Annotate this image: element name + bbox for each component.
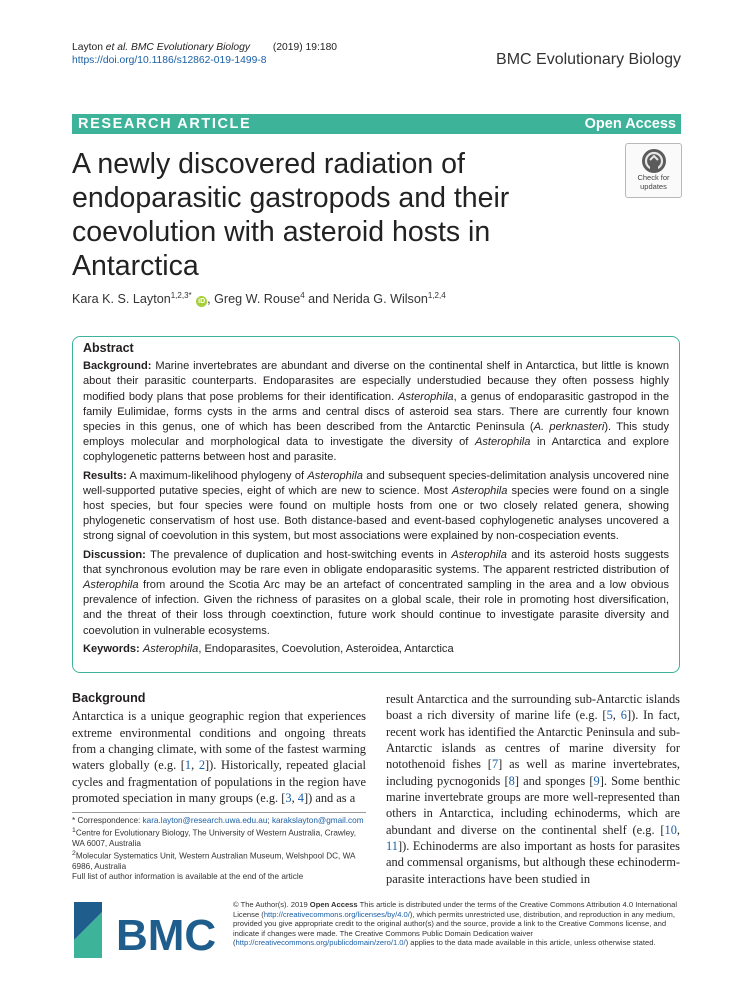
reference-link[interactable]: 11 [386, 839, 398, 854]
abstract-results [83, 469, 669, 545]
reference-link[interactable]: 4 [297, 791, 304, 806]
citation-journal: BMC Evolutionary Biology [128, 42, 251, 53]
reference-link[interactable]: 1 [184, 758, 192, 773]
author-2-affiliations: 4 [300, 291, 305, 300]
reference-link[interactable]: 7 [491, 757, 499, 772]
author-3-affiliations: 1,2,4 [427, 291, 446, 300]
license-url[interactable]: http://creativecommons.org/licenses/by/4.0/ [263, 909, 410, 919]
abstract-box [72, 336, 680, 673]
ref-separator: , [191, 758, 199, 773]
open-access-label: Open Access [584, 116, 676, 132]
affiliation-text: Molecular Systematics Unit, Western Australian Museum, Welshpool DC, WA 6986, Australia [72, 852, 356, 872]
full-author-info: Full list of author information is available at the end of the article [72, 872, 304, 882]
discussion-text: and its asteroid hosts suggests that synchronous evolution may be rare even in obligate endoparasitic systems. The apparent restricted distribution of [83, 548, 670, 576]
abstract-heading: Abstract [83, 341, 134, 355]
bmc-logo-icon [72, 900, 222, 960]
email-link[interactable]: karakslayton@gmail.com [271, 816, 364, 825]
background-text: ). This study employs molecular and morphological data to investigate the diversity of [83, 421, 669, 449]
article-type-band [72, 114, 681, 134]
waiver-url[interactable]: http://creativecommons.org/publicdomain/zero/1.0/ [235, 938, 406, 948]
keywords-label: Keywords: [83, 642, 140, 655]
reference-link[interactable]: 10 [664, 822, 677, 837]
bmc-logo-text: BMC [116, 911, 217, 960]
correspondence [72, 816, 366, 826]
body-column-right [386, 691, 680, 887]
background-text: in Antarctica and explore cophylogenetic patterns between host and parasite. [83, 436, 669, 464]
author-1-affiliations: 1,2,3* [170, 291, 192, 300]
reference-link[interactable]: 3 [285, 791, 292, 806]
affiliation-text: Centre for Evolutionary Biology, The University of Western Australia, Crawley, WA 6007, Australia [72, 828, 356, 849]
reference-link[interactable]: 2 [198, 758, 206, 773]
discussion-text: The prevalence of duplication and host-switching events in [145, 548, 452, 561]
ref-separator: , [676, 822, 680, 837]
genus-name: Asterophila [451, 548, 507, 561]
author-2[interactable]: Greg W. Rouse [214, 292, 301, 307]
results-text: species were found on a single host species, but four species were found on multiple hosts from one or two closely related genera, showing phylogenetic conservatism of host use. Both distance-based and event-based cophylogenetic analyses uncovered a strong signal of coevolution in this system, but most associations were explained by non-cospeciation events. [83, 484, 669, 543]
copyright-text: © The Author(s). 2019 [233, 900, 310, 909]
article-title: A newly discovered radiation of endoparasitic gastropods and their coevolution with asteroid hosts in Antarctica [72, 148, 510, 282]
genus-name: Asterophila [451, 484, 508, 497]
abstract-discussion [83, 548, 669, 639]
ref-separator: , [291, 791, 298, 806]
check-updates-line1: Check for [637, 173, 670, 182]
abstract-background [83, 359, 669, 465]
author-1[interactable]: Kara K. S. Layton [72, 292, 171, 307]
body-text: ] and sponges [ [514, 773, 594, 788]
body-text: Antarctica is a unique geographic region that experiences extreme environmental conditions and ongoing threats from a changing climate, with some of the fastest warming waters globally (e.g. [ [72, 709, 366, 773]
license-body: ), which permits unrestricted use, distribution, and reproduction in any medium, provided you give appropriate credit to the original author(s) and the source, provide a link to the Creative Commons license, and indicate if changes were made. The Creative Commons Public Domain Dedication waiver ( [233, 909, 675, 948]
reference-link[interactable]: 8 [508, 773, 515, 788]
journal-name: BMC Evolutionary Biology [496, 51, 681, 68]
correspondence-label: * Correspondence: [72, 816, 143, 825]
doi-link[interactable]: https://doi.org/10.1186/s12862-019-1499-8 [72, 55, 267, 66]
footnotes [72, 812, 366, 883]
results-text: A maximum-likelihood phylogeny of [126, 469, 308, 482]
running-header [72, 41, 337, 67]
orcid-icon[interactable]: iD [198, 298, 206, 306]
body-text: ]) and as a [303, 791, 356, 806]
genus-name: Asterophila [83, 579, 139, 592]
discussion-text: from around the Scotia Arc may be an artefact of concentrated sampling in the area and a low obvious prevalence of infection. Given the richness of parasites on a global scale, their role in promoting host diversification, and the threat of their loss through coextinction, future work should continue to investigate parasite diversity and coevolution in vulnerable ecosystems. [83, 579, 669, 637]
background-label: Background: [83, 360, 152, 373]
body-paragraph [72, 708, 366, 806]
license-text [233, 900, 683, 948]
body-column-left [72, 688, 366, 806]
results-label: Results: [83, 469, 127, 482]
reference-link[interactable]: 6 [620, 708, 627, 723]
body-paragraph [386, 691, 680, 887]
genus-name: Asterophila [142, 642, 199, 655]
author-joiner: and [304, 292, 333, 307]
discussion-label: Discussion: [83, 548, 146, 561]
genus-name: Asterophila [398, 390, 454, 403]
citation-line [72, 41, 337, 54]
affiliation-2 [72, 849, 366, 872]
body-text: ]). Echinoderms are also important as hosts for parasites and commensal organisms, but although these echinoderm-parasite interactions have been studied in [386, 839, 680, 886]
open-access-bold: Open Access [309, 900, 358, 909]
check-updates-icon [641, 148, 667, 174]
background-text: Marine invertebrates are abundant and diverse on the continental shelf in Antarctica, but little is known about their parasitic counterparts. Endoparasites are especially understudied because they often possess highly modified body plans that pose problems for their identification. [83, 360, 669, 403]
article-type-label: RESEARCH ARTICLE [78, 116, 252, 132]
author-list: Kara K. S. Layton$^{1,2,3*}$ iD , Greg W. Rouse$^4$ and Nerida G. Wilson$^{1,2,4}$ [72, 291, 446, 307]
affiliation-1 [72, 826, 366, 849]
citation-year: (2019) 19:180 [272, 42, 338, 53]
citation-etal: et al. [105, 42, 129, 53]
license-body: ) applies to the data made available in this article, unless otherwise stated. [405, 938, 656, 948]
email-separator: ; [267, 816, 272, 825]
reference-link[interactable]: 5 [606, 708, 613, 723]
bmc-logo [72, 900, 222, 960]
check-for-updates-button[interactable] [625, 143, 682, 198]
body-text: ]). Historically, repeated glacial cycles and fragmentation of populations in the region have promoted speciation in many groups (e.g. [ [72, 758, 366, 806]
body-text: ]). In fact, recent work has identified the Antarctic Peninsula and sub-Antarctic islands as centres of marine diversity for notothenoid fishes [ [386, 708, 680, 772]
keywords-text: , Endoparasites, Coevolution, Asteroidea, Antarctica [198, 642, 454, 655]
body-text: ]. Some benthic marine invertebrate groups are more well-represented than others in Antarctica, including echinoderms, which are abundant and diverse on the continental shelf (e.g. [ [386, 773, 680, 837]
results-text: and subsequent species-delimitation analysis uncovered nine well-supported putative species, eight of which are new to science. Most [83, 469, 669, 497]
reference-link[interactable]: 9 [593, 773, 600, 788]
citation-authors: Layton [72, 42, 106, 53]
license-body: This article is distributed under the terms of the Creative Commons Attribution 4.0 International License ( [233, 900, 678, 919]
affiliation-number: 2 [72, 850, 76, 858]
ref-separator: , [612, 708, 621, 723]
email-link[interactable]: kara.layton@research.uwa.edu.au [142, 816, 268, 825]
genus-name: Asterophila [474, 436, 531, 449]
affiliation-number: 1 [72, 827, 76, 835]
background-text: , a genus of endoparasitic gastropod in the family Eulimidae, forms cysts in the arms and central discs of asteroid sea stars. There are currently four known species in this genus, one of which has been described from the Antarctic Peninsula ( [83, 390, 670, 434]
author-3[interactable]: Nerida G. Wilson [332, 292, 428, 307]
body-text: result Antarctica and the surrounding sub-Antarctic islands boast a rich diversity of marine life (e.g. [ [386, 692, 680, 723]
genus-name: Asterophila [307, 469, 363, 482]
section-heading-background: Background [72, 691, 146, 705]
body-text: ] as well as marine invertebrates, including pycnogonids [ [386, 757, 680, 788]
abstract-keywords [83, 642, 669, 657]
species-name: A. perknasteri [533, 421, 605, 434]
check-updates-line2: updates [640, 181, 667, 191]
